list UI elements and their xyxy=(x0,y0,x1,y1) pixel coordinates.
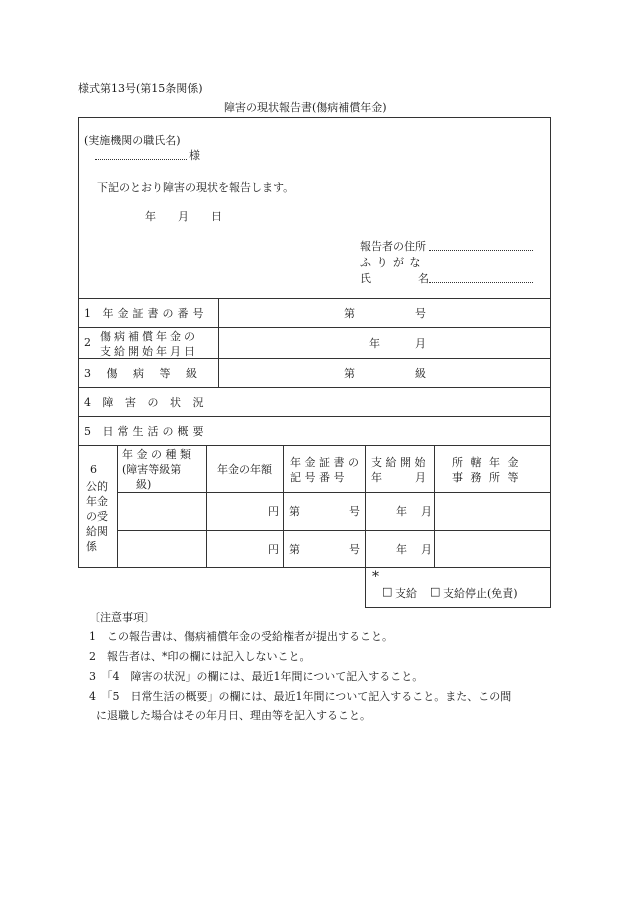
form-number: 様式第13号(第15条関係) xyxy=(78,82,203,95)
pension-row2-year: 年 xyxy=(396,542,407,556)
start-date-year: 年 xyxy=(369,336,380,350)
form-right-border xyxy=(550,117,551,568)
intro-text: 下記のとおり障害の現状を報告します。 xyxy=(97,181,295,194)
start-date-number: 2 xyxy=(84,336,91,349)
official-box-right xyxy=(550,567,551,608)
start-date-month: 月 xyxy=(415,336,426,350)
note-item: 4 「5 日常生活の概要」の欄には、最近1年間について記入すること。また、この間 xyxy=(89,690,512,703)
pension-row2-month: 月 xyxy=(421,542,432,556)
form-top-border xyxy=(78,117,551,118)
pension-section-label: の受 xyxy=(86,510,108,523)
note-item-continuation: に退職した場合はその年月日、理由等を記入すること。 xyxy=(96,709,371,722)
start-date-label-line1: 傷病補償年金の xyxy=(100,330,198,343)
disability-grade-label: 3 傷 病 等 級 xyxy=(84,366,203,380)
reporter-name-line[interactable] xyxy=(429,282,533,283)
checkbox-pay-icon[interactable]: □ xyxy=(382,585,393,598)
pension-row1-go: 号 xyxy=(349,505,360,518)
form-left-border xyxy=(78,117,79,568)
pension-section-label: 年金 xyxy=(86,495,108,508)
official-box-bottom xyxy=(365,607,551,608)
reporter-address-label: 報告者の住所 xyxy=(360,240,426,253)
pension-row2-yen: 円 xyxy=(268,542,279,556)
header-pension-type: 年 金 の 種 類 xyxy=(122,448,191,461)
header-start-ym-2: 年 月 xyxy=(371,471,426,484)
official-box-left xyxy=(365,567,366,608)
label-column-divider xyxy=(218,298,219,388)
note-item: 3 「4 障害の状況」の欄には、最近1年間について記入すること。 xyxy=(89,670,424,683)
disability-grade-dai: 第 xyxy=(344,366,355,380)
daily-life-label: 5 日常生活の概要 xyxy=(84,424,208,438)
recipient-name-line[interactable] xyxy=(95,159,187,160)
pension-row1-yen: 円 xyxy=(268,505,279,518)
pension-row-divider xyxy=(117,530,551,531)
date-day: 日 xyxy=(211,210,222,223)
pension-section-label: 係 xyxy=(86,540,97,553)
reporter-address-line[interactable] xyxy=(429,250,533,251)
pension-col-divider xyxy=(283,445,284,568)
checkbox-pay-label: 支給 xyxy=(395,587,417,600)
reporter-furigana-label: ふ り が な xyxy=(360,256,422,269)
pension-col-divider xyxy=(434,445,435,568)
pension-col-divider xyxy=(365,445,366,568)
disability-status-label: 4 障 害 の 状 況 xyxy=(84,395,208,409)
header-cert-number: 年 金 証 書 の xyxy=(290,456,359,469)
checkbox-stop-label: 支給停止(免責) xyxy=(443,587,518,600)
pension-section-label: 給関 xyxy=(86,525,108,538)
checkbox-stop-icon[interactable]: □ xyxy=(430,585,441,598)
pension-row1-month: 月 xyxy=(421,505,432,518)
honorific: 様 xyxy=(189,149,200,162)
pension-row1-dai: 第 xyxy=(289,505,300,518)
reporter-name-label-2: 名 xyxy=(418,272,429,285)
date-month: 月 xyxy=(178,210,189,223)
header-pension-type-grade: (障害等級第 xyxy=(122,463,182,476)
header-start-ym: 支 給 開 始 xyxy=(371,456,426,469)
pension-row1-year: 年 xyxy=(396,505,407,518)
header-cert-number-2: 記 号 番 号 xyxy=(290,471,345,484)
pension-row2-dai: 第 xyxy=(289,542,300,556)
header-pension-office-2: 事 務 所 等 xyxy=(452,471,521,484)
pension-section-label: 公的 xyxy=(86,480,108,493)
cert-number-go: 号 xyxy=(415,306,426,320)
date-year: 年 xyxy=(145,210,156,223)
notes-heading: 〔注意事項〕 xyxy=(89,611,155,624)
header-pension-type-grade-end: 級) xyxy=(136,478,152,491)
reporter-name-label-1: 氏 xyxy=(360,272,371,285)
pension-col-divider xyxy=(117,445,118,568)
form-bottom-border xyxy=(78,567,551,568)
start-date-label-line2: 支給開始年月日 xyxy=(100,345,198,358)
note-item: 1 この報告書は、傷病補償年金の受給権者が提出すること。 xyxy=(89,630,393,643)
disability-grade-kyu: 級 xyxy=(415,366,426,380)
cert-number-label: 1 年金証書の番号 xyxy=(84,306,208,320)
pension-row2-go: 号 xyxy=(349,542,360,556)
pension-section-number: 6 xyxy=(90,463,97,476)
page-title: 障害の現状報告書(傷病補償年金) xyxy=(224,101,387,114)
header-pension-office: 所 轄 年 金 xyxy=(452,456,521,469)
note-item: 2 報告者は、*印の欄には記入しないこと。 xyxy=(89,650,311,663)
header-annual-amount: 年金の年額 xyxy=(217,462,272,476)
official-use-star: * xyxy=(372,569,379,585)
cert-number-dai: 第 xyxy=(344,306,355,320)
recipient-label: (実施機関の職氏名) xyxy=(84,134,181,147)
pension-row-divider xyxy=(117,492,551,493)
